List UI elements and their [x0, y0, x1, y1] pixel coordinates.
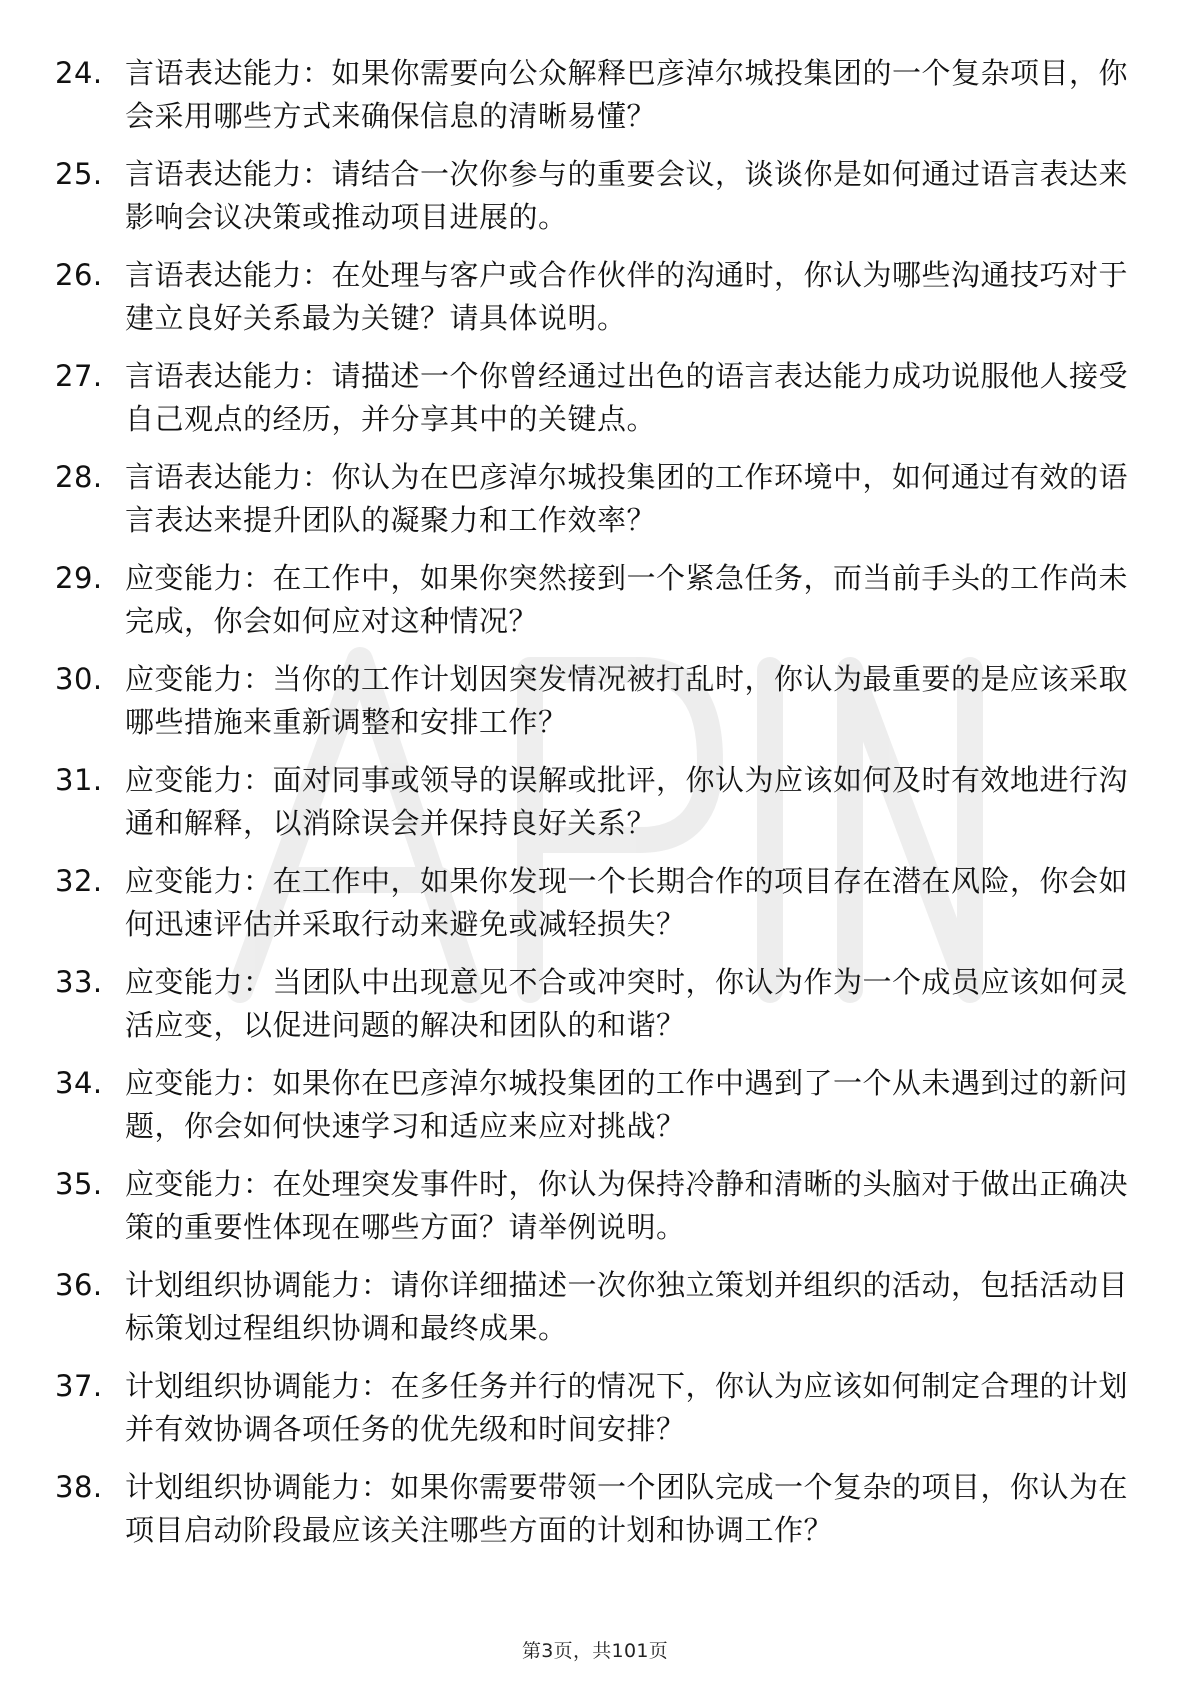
question-item — [55, 52, 1135, 138]
question-item — [55, 860, 1135, 946]
question-number: 36. — [55, 1268, 103, 1302]
question-number: 29. — [55, 561, 103, 595]
question-item — [55, 1163, 1135, 1249]
question-item — [55, 456, 1135, 542]
question-item — [55, 1062, 1135, 1148]
question-item — [55, 1264, 1135, 1350]
question-text: 应变能力：在工作中，如果你突然接到一个紧急任务，而当前手头的工作尚未完成，你会如何应对这种情况？ — [125, 561, 1129, 638]
question-item — [55, 557, 1135, 643]
question-item — [55, 254, 1135, 340]
question-number: 37. — [55, 1369, 103, 1403]
question-number: 24. — [55, 56, 103, 90]
question-text: 言语表达能力：如果你需要向公众解释巴彦淖尔城投集团的一个复杂项目，你会采用哪些方式来确保信息的清晰易懂？ — [125, 56, 1129, 133]
question-item — [55, 658, 1135, 744]
question-number: 25. — [55, 157, 103, 191]
question-number: 31. — [55, 763, 103, 797]
question-text: 计划组织协调能力：在多任务并行的情况下，你认为应该如何制定合理的计划并有效协调各项任务的优先级和时间安排？ — [125, 1369, 1129, 1446]
question-list — [55, 52, 1135, 1567]
question-text: 应变能力：在工作中，如果你发现一个长期合作的项目存在潜在风险，你会如何迅速评估并采取行动来避免或减轻损失？ — [125, 864, 1129, 941]
question-text: 言语表达能力：请描述一个你曾经通过出色的语言表达能力成功说服他人接受自己观点的经历，并分享其中的关键点。 — [125, 359, 1129, 436]
question-item — [55, 759, 1135, 845]
page-number-footer: 第3页，共101页 — [521, 1640, 669, 1662]
question-text: 计划组织协调能力：如果你需要带领一个团队完成一个复杂的项目，你认为在项目启动阶段最应该关注哪些方面的计划和协调工作？ — [125, 1470, 1129, 1547]
question-number: 38. — [55, 1470, 103, 1504]
question-number: 34. — [55, 1066, 103, 1100]
question-item — [55, 355, 1135, 441]
question-number: 32. — [55, 864, 103, 898]
question-number: 35. — [55, 1167, 103, 1201]
question-text: 言语表达能力：在处理与客户或合作伙伴的沟通时，你认为哪些沟通技巧对于建立良好关系最为关键？请具体说明。 — [125, 258, 1129, 335]
question-text: 计划组织协调能力：请你详细描述一次你独立策划并组织的活动，包括活动目标策划过程组织协调和最终成果。 — [125, 1268, 1129, 1345]
question-item — [55, 1466, 1135, 1552]
question-number: 33. — [55, 965, 103, 999]
question-item — [55, 1365, 1135, 1451]
question-text: 应变能力：当你的工作计划因突发情况被打乱时，你认为最重要的是应该采取哪些措施来重新调整和安排工作？ — [125, 662, 1129, 739]
question-text: 应变能力：在处理突发事件时，你认为保持冷静和清晰的头脑对于做出正确决策的重要性体现在哪些方面？请举例说明。 — [125, 1167, 1129, 1244]
question-number: 30. — [55, 662, 103, 696]
question-text: 应变能力：面对同事或领导的误解或批评，你认为应该如何及时有效地进行沟通和解释，以消除误会并保持良好关系？ — [125, 763, 1129, 840]
question-number: 28. — [55, 460, 103, 494]
question-text: 言语表达能力：你认为在巴彦淖尔城投集团的工作环境中，如何通过有效的语言表达来提升团队的凝聚力和工作效率？ — [125, 460, 1129, 537]
question-number: 26. — [55, 258, 103, 292]
question-text: 应变能力：如果你在巴彦淖尔城投集团的工作中遇到了一个从未遇到过的新问题，你会如何快速学习和适应来应对挑战？ — [125, 1066, 1129, 1143]
question-item — [55, 961, 1135, 1047]
question-text: 应变能力：当团队中出现意见不合或冲突时，你认为作为一个成员应该如何灵活应变，以促进问题的解决和团队的和谐？ — [125, 965, 1129, 1042]
question-number: 27. — [55, 359, 103, 393]
question-text: 言语表达能力：请结合一次你参与的重要会议，谈谈你是如何通过语言表达来影响会议决策或推动项目进展的。 — [125, 157, 1129, 234]
question-item — [55, 153, 1135, 239]
